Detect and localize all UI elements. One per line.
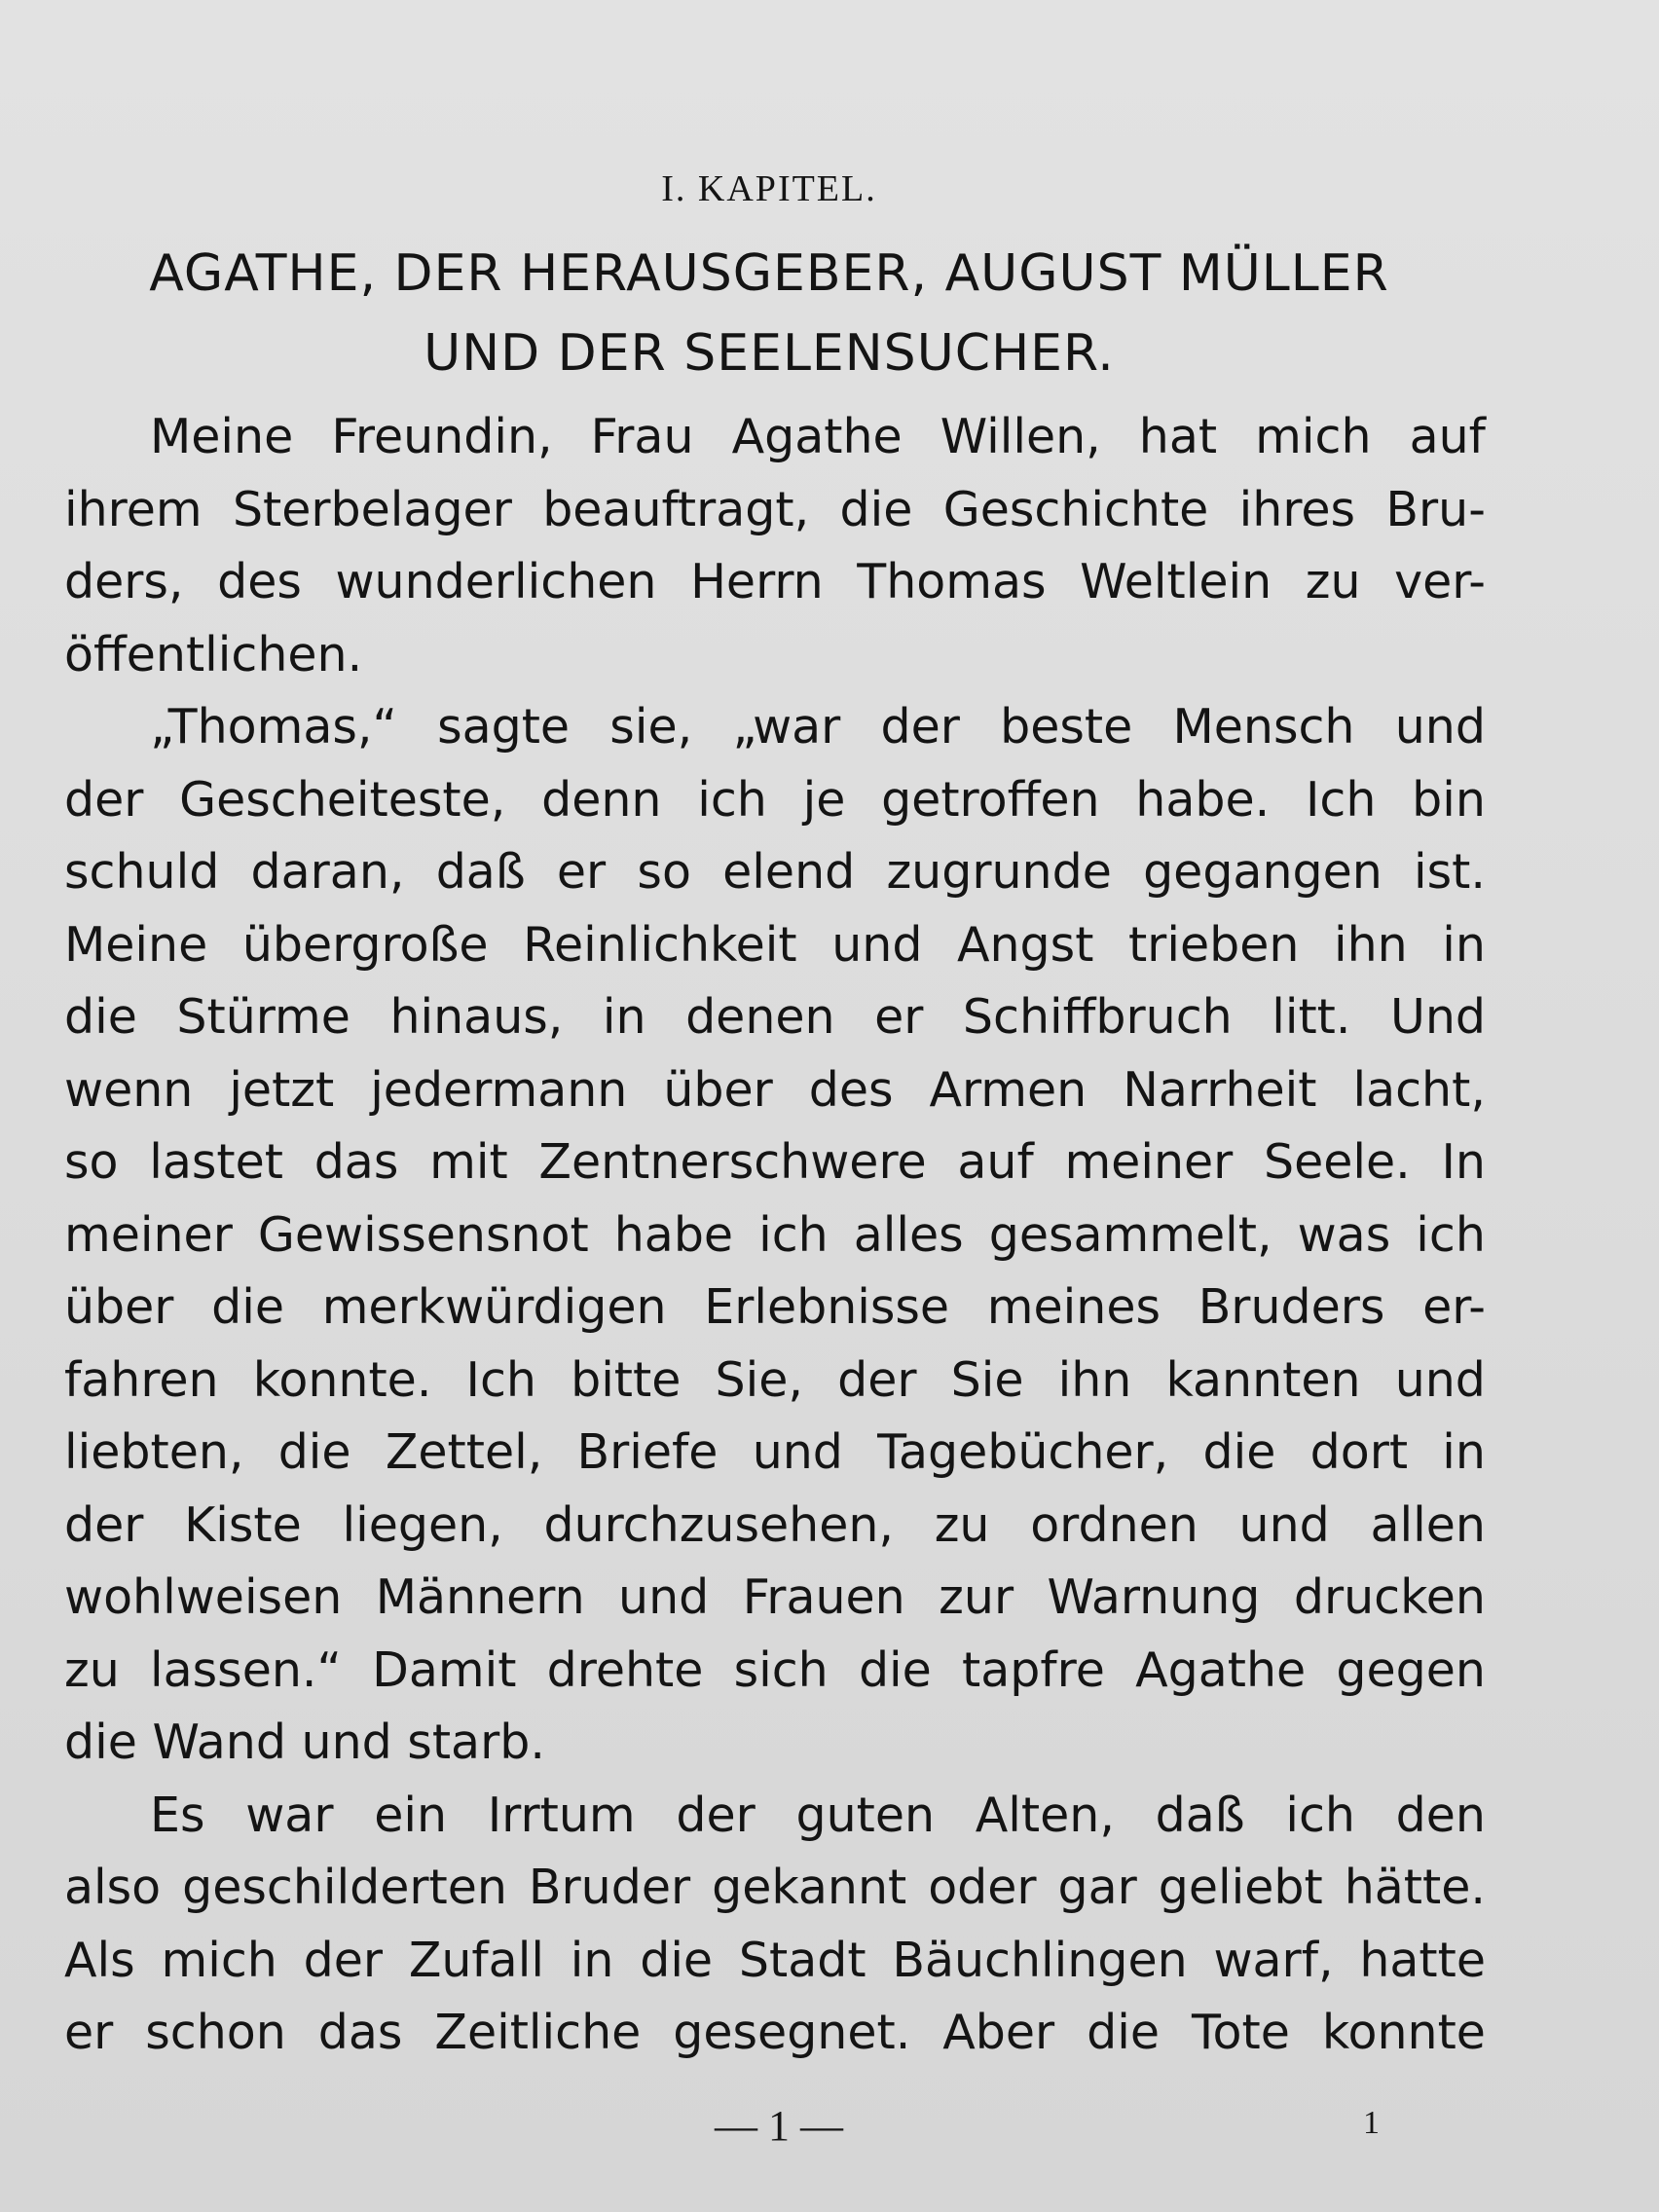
text-line: Es war ein Irrtum der guten Alten, daß ich den — [150, 1787, 1486, 1843]
text-line: so lastet das mit Zentnerschwere auf meiner Seele. In — [64, 1134, 1486, 1190]
text-line: „Thomas,“ sagte sie, „war der beste Mensch und — [150, 699, 1486, 755]
paragraph-2 — [64, 691, 1486, 1780]
text-line: über die merkwürdigen Erlebnisse meines Bruders er- — [64, 1279, 1486, 1335]
chapter-number: I. KAPITEL. — [661, 168, 877, 209]
signature-mark: 1 — [1363, 2105, 1380, 2141]
text-line: wohlweisen Männern und Frauen zur Warnung drucken — [64, 1569, 1486, 1625]
text-line: schuld daran, daß er so elend zugrunde gegangen ist. — [64, 844, 1486, 900]
text-line: ders, des wunderlichen Herrn Thomas Weltlein zu ver- — [64, 554, 1486, 609]
text-line: die Wand und starb. — [64, 1714, 545, 1770]
text-line: Meine übergroße Reinlichkeit und Angst trieben ihn in — [64, 916, 1486, 973]
text-line: liebten, die Zettel, Briefe und Tagebücher, die dort in — [64, 1424, 1486, 1480]
text-line: also geschilderten Bruder gekannt oder gar geliebt hätte. — [64, 1860, 1486, 1915]
text-line: Als mich der Zufall in die Stadt Bäuchlingen warf, hatte — [64, 1932, 1486, 1988]
chapter-title — [58, 234, 1480, 393]
paragraph-1 — [64, 401, 1486, 691]
text-line: zu lassen.“ Damit drehte sich die tapfre Agathe gegen — [64, 1641, 1486, 1698]
page-number: — 1 — — [715, 2102, 843, 2150]
paragraph-3 — [64, 1780, 1486, 2070]
chapter-title-line-2: UND DER SEELENSUCHER. — [424, 324, 1115, 383]
text-line: Meine Freundin, Frau Agathe Willen, hat mich auf — [150, 409, 1486, 464]
text-line: wenn jetzt jedermann über des Armen Narrheit lacht, — [64, 1061, 1486, 1118]
text-line: er schon das Zeitliche gesegnet. Aber die Tote konnte — [64, 2005, 1486, 2060]
text-line: der Kiste liegen, durchzusehen, zu ordnen und allen — [64, 1496, 1486, 1553]
chapter-title-line-1: AGATHE, DER HERAUSGEBER, AUGUST MÜLLER — [149, 244, 1389, 303]
text-line: ihrem Sterbelager beauftragt, die Geschichte ihres Bru- — [64, 481, 1486, 537]
text-line: öffentlichen. — [64, 626, 363, 682]
text-line: der Gescheiteste, denn ich je getroffen habe. Ich bin — [64, 771, 1486, 828]
text-line: meiner Gewissensnot habe ich alles gesammelt, was ich — [64, 1206, 1486, 1263]
text-line: fahren konnte. Ich bitte Sie, der Sie ihn kannten und — [64, 1351, 1486, 1408]
body-text — [64, 401, 1486, 2070]
text-line: die Stürme hinaus, in denen er Schiffbruch litt. Und — [64, 989, 1486, 1045]
